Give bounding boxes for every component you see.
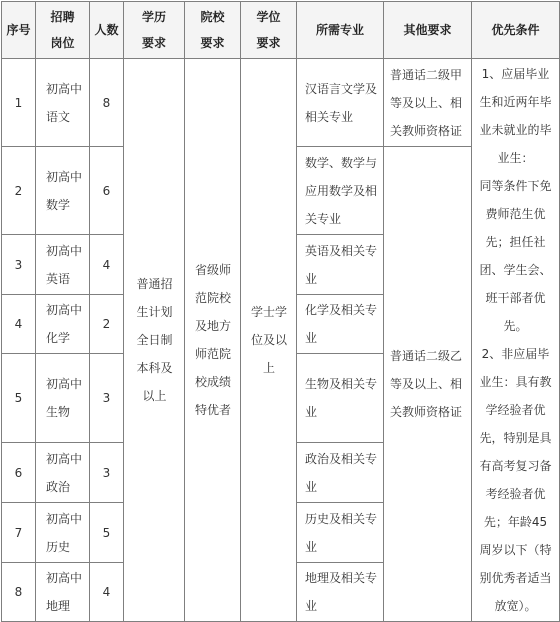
header-priority: 优先条件 bbox=[472, 2, 560, 59]
header-degree: 学位 要求 bbox=[241, 2, 297, 59]
row-position: 初高中 化学 bbox=[36, 295, 90, 354]
row-position: 初高中 英语 bbox=[36, 235, 90, 295]
header-other: 其他要求 bbox=[384, 2, 472, 59]
row-position: 初高中 历史 bbox=[36, 503, 90, 563]
row-count: 3 bbox=[90, 443, 124, 503]
degree-requirement: 学士学位及以上 bbox=[241, 59, 297, 622]
row-count: 8 bbox=[90, 59, 124, 147]
header-school: 院校 要求 bbox=[185, 2, 241, 59]
row-index: 2 bbox=[2, 147, 36, 235]
priority-non-fresh-graduates: 2、非应届毕业生：具有教学经验者优先，特别是具有高考复习备考经验者优先；年龄45周岁以下（特别优秀者适当放宽）。 bbox=[479, 347, 552, 613]
row-position: 初高中 数学 bbox=[36, 147, 90, 235]
row-major: 历史及相关专业 bbox=[297, 503, 384, 563]
row-index: 7 bbox=[2, 503, 36, 563]
row-index: 6 bbox=[2, 443, 36, 503]
row-index: 8 bbox=[2, 563, 36, 622]
row-major: 政治及相关专业 bbox=[297, 443, 384, 503]
header-position: 招聘 岗位 bbox=[36, 2, 90, 59]
row-major: 汉语言文学及相关专业 bbox=[297, 59, 384, 147]
row-major: 地理及相关专业 bbox=[297, 563, 384, 622]
row-position: 初高中 语文 bbox=[36, 59, 90, 147]
row-major: 化学及相关专业 bbox=[297, 295, 384, 354]
row-count: 2 bbox=[90, 295, 124, 354]
other-requirement-chinese: 普通话二级甲等及以上、相关教师资格证 bbox=[384, 59, 472, 147]
priority-conditions bbox=[472, 59, 560, 622]
row-count: 6 bbox=[90, 147, 124, 235]
row-major: 数学、数学与应用数学及相关专业 bbox=[297, 147, 384, 235]
row-count: 3 bbox=[90, 354, 124, 443]
table-row bbox=[2, 59, 560, 147]
row-index: 3 bbox=[2, 235, 36, 295]
row-position: 初高中 地理 bbox=[36, 563, 90, 622]
row-major: 生物及相关专业 bbox=[297, 354, 384, 443]
row-index: 1 bbox=[2, 59, 36, 147]
row-count: 4 bbox=[90, 563, 124, 622]
row-count: 4 bbox=[90, 235, 124, 295]
school-requirement: 省级师范院校及地方师范院校成绩特优者 bbox=[185, 59, 241, 622]
row-count: 5 bbox=[90, 503, 124, 563]
row-position: 初高中 生物 bbox=[36, 354, 90, 443]
header-count: 人数 bbox=[90, 2, 124, 59]
header-major: 所需专业 bbox=[297, 2, 384, 59]
row-index: 5 bbox=[2, 354, 36, 443]
education-requirement: 普通招生计划全日制本科及以上 bbox=[124, 59, 185, 622]
recruitment-table bbox=[1, 1, 560, 622]
header-education: 学历 要求 bbox=[124, 2, 185, 59]
other-requirement-rest: 普通话二级乙等及以上、相关教师资格证 bbox=[384, 147, 472, 622]
priority-fresh-graduates-detail: 同等条件下免费师范生优先；担任社团、学生会、班干部者优先。 bbox=[479, 179, 552, 333]
header-row bbox=[2, 2, 560, 59]
row-index: 4 bbox=[2, 295, 36, 354]
priority-fresh-graduates: 1、应届毕业生和近两年毕业未就业的毕业生： bbox=[479, 67, 552, 165]
header-index: 序号 bbox=[2, 2, 36, 59]
row-major: 英语及相关专业 bbox=[297, 235, 384, 295]
row-position: 初高中 政治 bbox=[36, 443, 90, 503]
